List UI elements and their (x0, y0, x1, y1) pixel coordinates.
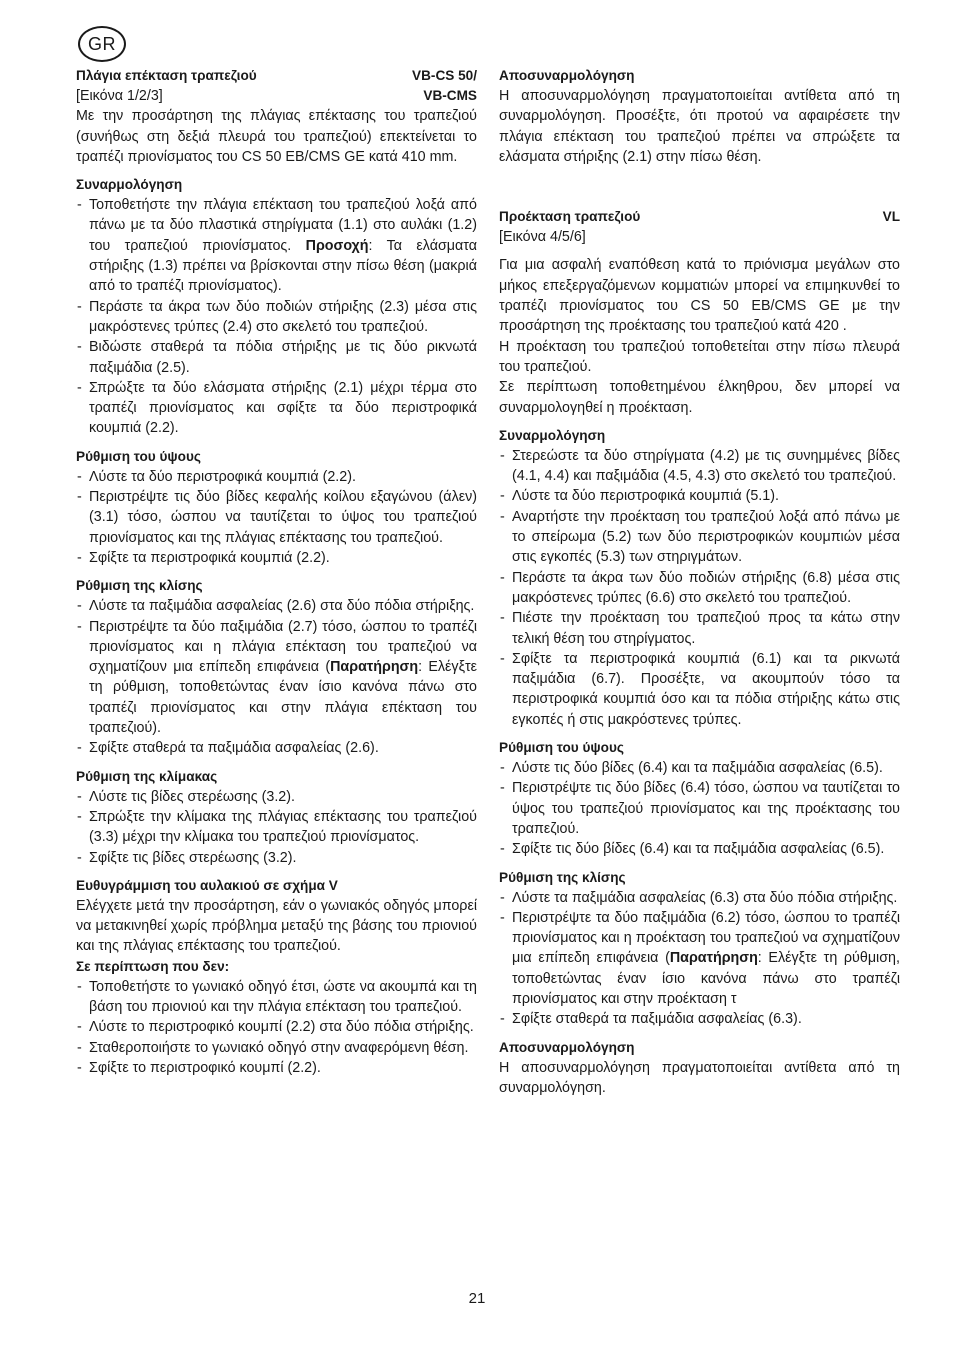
paragraph: Η προέκταση του τραπεζιού τοποθετείται στην πίσω πλευρά του τραπεζιού. (499, 338, 900, 375)
emphasis-label: Παρατήρηση (669, 950, 758, 967)
left-column (76, 66, 477, 1078)
instruction-list (499, 888, 900, 1030)
figure-reference: [Εικόνα 4/5/6] (499, 229, 586, 246)
list-item: - Στερεώστε τα δύο στηρίγματα (4.2) με τις συνημμένες βίδες (4.1, 4.4) και παξιμάδια (4.5, 4.3) στο σκελετό του τραπεζιού. (499, 446, 900, 487)
list-item (499, 908, 900, 1009)
item-text: Περιστρέψτε τα δύο παξιμάδια (6.2) τόσο, ώσπου το τραπέζι πριονίσματος και η προέκταση του τραπεζιού να σχηματίζουν μια επίπεδη επιφάνεια ( (512, 909, 900, 967)
instruction-list (76, 596, 477, 758)
list-item: - Λύστε τα δύο περιστροφικά κουμπιά (5.1). (499, 486, 900, 506)
list-item: - Λύστε τα παξιμάδια ασφαλείας (2.6) στα δύο πόδια στήριξης. (76, 596, 477, 616)
section-title: Συναρμολόγηση (76, 177, 183, 193)
list-item: - Τοποθετήστε το γωνιακό οδηγό έτσι, ώστε να ακουμπά και τη βάση του πριονιού και την πλάγια επέκταση του τραπεζιού. (76, 977, 477, 1018)
instruction-list (76, 195, 477, 439)
section-title: Ρύθμιση του ύψους (76, 448, 201, 464)
instruction-list (499, 446, 900, 730)
section-header (76, 66, 477, 86)
list-item: - Σφίξτε το περιστροφικό κουμπί (2.2). (76, 1058, 477, 1078)
section-title: Προέκταση τραπεζιού (499, 209, 641, 225)
section-title: Συναρμολόγηση (499, 427, 606, 443)
section-title: Πλάγια επέκταση τραπεζιού (76, 68, 257, 83)
model-code: VB-CMS (423, 88, 477, 103)
paragraph: Για μια ασφαλή εναπόθεση κατά το πριόνισμα μεγάλων στο μήκος επεξεργαζόμενων κομματιών μπορεί να επιμηκυνθεί το τραπέζι πριονίσματος του CS 50 EB/CMS GE με την προσάρτηση της προέκτασης του τραπεζιού κατά 420 . (499, 257, 900, 335)
list-item: - Σφίξτε τις δύο βίδες (6.4) και τα παξιμάδια ασφαλείας (6.5). (499, 839, 900, 859)
section-title: Ευθυγράμμιση του αυλακιού σε σχήμα V (76, 877, 338, 893)
paragraph: Σε περίπτωση τοποθετημένου έλκηθρου, δεν μπορεί να συναρμολογηθεί η προέκταση. (499, 379, 900, 416)
list-item: - Περιστρέψτε τις δύο βίδες (6.4) τόσο, ώσπου να ταυτίζεται το ύψος του τραπεζιού πριονίσματος και της προέκτασης του τραπεζιού. (499, 778, 900, 839)
model-code: VL (882, 209, 900, 225)
list-item: - Σπρώξτε τα δύο ελάσματα στήριξης (2.1) μέχρι τέρμα στο τραπέζι πριονίσματος και σφίξτε τα δύο περιστροφικά κουμπιά (2.2). (76, 378, 477, 439)
model-code: VB-CS 50/ (412, 68, 477, 83)
instruction-list (499, 758, 900, 859)
section-title: Αποσυναρμολόγηση (499, 1039, 635, 1055)
paragraph: Ελέγχετε μετά την προσάρτηση, εάν ο γωνιακός οδηγός μπορεί να μετακινηθεί χωρίς πρόβλημα μεταξύ της βάσης του πριονιού και της πλάγιας επέκτασης του τραπεζιού. (76, 897, 477, 955)
list-item: - Βιδώστε σταθερά τα πόδια στήριξης με τις δύο ρικνωτά παξιμάδια (2.5). (76, 337, 477, 378)
section-title: Ρύθμιση της κλίμακας (76, 768, 218, 784)
paragraph: Με την προσάρτηση της πλάγιας επέκτασης του τραπεζιού (συνήθως στη δεξιά πλευρά του τραπεζιού) επεκτείνεται το τραπέζι πριονίσματος του CS 50 EB/CMS GE κατά 410 mm. (76, 108, 477, 165)
section-header (499, 207, 900, 227)
subsection-title: Σε περίπτωση που δεν: (76, 958, 230, 974)
item-text: Περιστρέψτε τα δύο παξιμάδια (2.7) τόσο, ώσπου το τραπέζι πριονίσματος και η πλάγια επέκταση του τραπεζιού να σχηματίζουν μια επίπεδη επιφάνεια ( (89, 618, 477, 676)
list-item: - Λύστε τα δύο περιστροφικά κουμπιά (2.2). (76, 467, 477, 487)
item-text: : Τα ελάσματα στήριξης (1.3) πρέπει να βρίσκονται στην πίσω θέση (μακριά από το τραπέζι πριονίσματος). (89, 237, 477, 295)
page-number: 21 (468, 1290, 486, 1307)
paragraph: Η αποσυναρμολόγηση πραγματοποιείται αντίθετα από τη συναρμολόγηση. Προσέξτε, ότι προτού να αφαιρέσετε την πλάγια επέκταση του τραπεζιού πρέπει να σπρώξετε τα ελάσματα στήριξης (2.1) στην πίσω θέση. (499, 88, 900, 165)
list-item: - Λύστε τα παξιμάδια ασφαλείας (6.3) στα δύο πόδια στήριξης. (499, 888, 900, 908)
list-item (76, 617, 477, 739)
list-item: - Σταθεροποιήστε το γωνιακό οδηγό στην αναφερόμενη θέση. (76, 1038, 477, 1058)
section-title: Ρύθμιση της κλίσης (76, 578, 203, 594)
item-text: : Ελέγξτε τη ρύθμιση, τοποθετώντας έναν ίσιο κανόνα πάνω στο τραπέζι πριονίσματος και στην προέκταση τ (512, 950, 900, 1007)
section-title: Ρύθμιση της κλίσης (499, 869, 626, 885)
figure-reference-row (76, 86, 477, 106)
section-title: Αποσυναρμολόγηση (499, 68, 635, 83)
item-text: : Ελέγξτε τη ρύθμιση, τοποθετώντας έναν ίσιο κανόνα πάνω στο τραπέζι πριονίσματος και στην πλάγια επέκταση του τραπεζιού). (89, 659, 477, 737)
list-item: - Περάστε τα άκρα των δύο ποδιών στήριξης (2.3) μέσα στις μακρόστενες τρύπες (2.4) στο σκελετό του τραπεζιού. (76, 297, 477, 338)
list-item (76, 195, 477, 296)
list-item: - Σφίξτε τις βίδες στερέωσης (3.2). (76, 848, 477, 868)
item-text: Τοποθετήστε την πλάγια επέκταση του τραπεζιού λοξά από πάνω με τα δύο πλαστικά στηρίγματα (1.1) στο αυλάκι (1.2) του τραπεζιού πριονίσματος. (89, 197, 477, 254)
instruction-list (76, 467, 477, 568)
list-item: - Σπρώξτε την κλίμακα της πλάγιας επέκτασης του τραπεζιού (3.3) μέχρι την κλίμακα του τραπεζιού πριονίσματος. (76, 807, 477, 848)
list-item: - Αναρτήστε την προέκταση του τραπεζιού λοξά από πάνω με το σπείρωμα (5.2) των δύο περιστροφικών κουμπιών μέσα στις εγκοπές (5.3) των στηριγμάτων. (499, 507, 900, 568)
emphasis-label: Παρατήρηση (330, 659, 419, 676)
language-badge: GR (78, 26, 126, 62)
list-item: - Λύστε τις βίδες στερέωσης (3.2). (76, 787, 477, 807)
right-column (499, 66, 900, 1098)
list-item: - Περάστε τα άκρα των δύο ποδιών στήριξης (6.8) μέσα στις μακρόστενες τρύπες (6.6) στο σκελετό του τραπεζιού. (499, 568, 900, 609)
list-item: - Πιέστε την προέκταση του τραπεζιού προς τα κάτω στην τελική θέση του στηρίγματος. (499, 608, 900, 649)
instruction-list (76, 787, 477, 868)
emphasis-label: Προσοχή (305, 237, 369, 254)
list-item: - Σφίξτε σταθερά τα παξιμάδια ασφαλείας (2.6). (76, 738, 477, 758)
list-item: - Λύστε τις δύο βίδες (6.4) και τα παξιμάδια ασφαλείας (6.5). (499, 758, 900, 778)
list-item: - Σφίξτε σταθερά τα παξιμάδια ασφαλείας (6.3). (499, 1009, 900, 1029)
list-item: - Περιστρέψτε τις δύο βίδες κεφαλής κοίλου εξαγώνου (άλεν) (3.1) τόσο, ώσπου να ταυτίζεται το ύψος του τραπεζιού πριονίσματος και της πλάγιας επέκτασης του τραπεζιού. (76, 487, 477, 548)
instruction-list (76, 977, 477, 1078)
paragraph: Η αποσυναρμολόγηση πραγματοποιείται αντίθετα από τη συναρμολόγηση. (499, 1059, 900, 1096)
list-item: - Λύστε το περιστροφικό κουμπί (2.2) στα δύο πόδια στήριξης. (76, 1017, 477, 1037)
list-item: - Σφίξτε τα περιστροφικά κουμπιά (2.2). (76, 548, 477, 568)
figure-reference: [Εικόνα 1/2/3] (76, 88, 163, 104)
section-title: Ρύθμιση του ύψους (499, 740, 624, 756)
list-item: - Σφίξτε τα περιστροφικά κουμπιά (6.1) και τα ρικνωτά παξιμάδια (6.7). Προσέξτε, να ακουμπούν τόσο τα περιστροφικά κουμπιά όσο και τα πόδια στήριξης κάτω στις εγκοπές ή στις μακρόστενες τρύπες. (499, 649, 900, 730)
